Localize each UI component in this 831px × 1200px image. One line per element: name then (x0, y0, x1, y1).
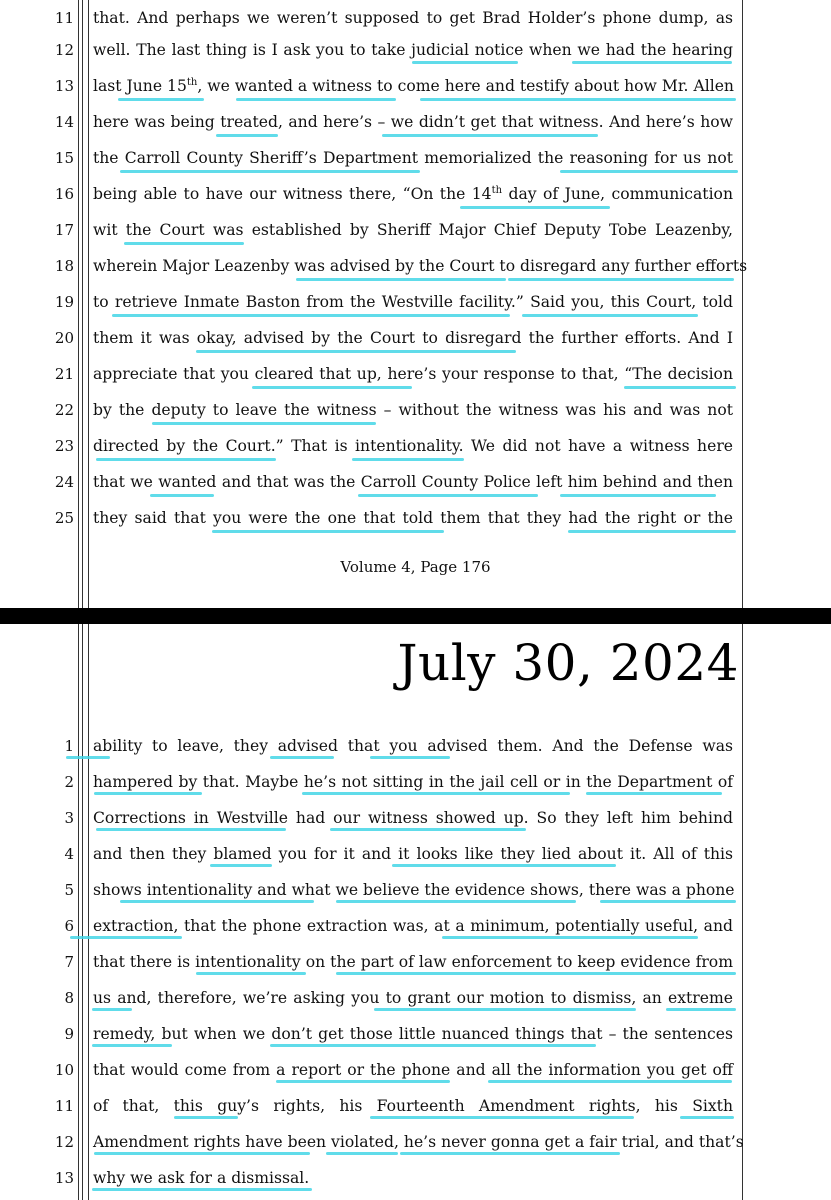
line-text: the Carroll County Sheriff’s Department memorialized the reasoning for us not (93, 149, 733, 167)
highlight-underline (196, 350, 516, 353)
highlight-underline (112, 314, 510, 317)
line-text: ability to leave, they advised that you advised them. And the Defense was (93, 737, 733, 755)
highlight-underline (70, 936, 182, 939)
highlight-underline (96, 828, 286, 831)
highlight-underline (92, 1188, 312, 1191)
highlight-underline (358, 494, 538, 497)
highlight-underline (336, 900, 576, 903)
highlight-underline (94, 1152, 310, 1155)
highlight-underline (270, 756, 334, 759)
line-text: remedy, but when we don’t get those little nuanced things that – the sentences (93, 1025, 733, 1043)
line-number: 15 (54, 149, 74, 167)
highlight-underline (302, 792, 570, 795)
highlight-underline (442, 936, 698, 939)
highlight-underline (572, 61, 732, 64)
line-text: that there is intentionality on the part of law enforcement to keep evidence from (93, 953, 733, 971)
line-text: Amendment rights have been violated, he’s never gonna get a fair trial, and that’s (93, 1133, 744, 1151)
line-number: 20 (54, 329, 74, 347)
highlight-underline (370, 1116, 634, 1119)
highlight-underline (276, 1080, 450, 1083)
highlight-underline (568, 530, 736, 533)
highlight-underline (412, 61, 518, 64)
line-number: 12 (54, 41, 74, 59)
highlight-underline (600, 900, 736, 903)
line-text: why we ask for a dismissal. (93, 1169, 310, 1187)
line-number: 24 (54, 473, 74, 491)
highlight-underline (382, 134, 598, 137)
highlight-underline (174, 1116, 238, 1119)
line-text: directed by the Court.” That is intentionality. We did not have a witness here (93, 437, 733, 455)
line-number: 14 (54, 113, 74, 131)
highlight-underline (488, 1080, 732, 1083)
highlight-underline (216, 134, 278, 137)
line-text: by the deputy to leave the witness – without the witness was his and was not (93, 401, 733, 419)
line-text: and then they blamed you for it and it looks like they lied about it. All of this (93, 845, 733, 863)
line-number: 13 (54, 77, 74, 95)
highlight-underline (370, 756, 450, 759)
highlight-underline (210, 864, 272, 867)
highlight-underline (120, 900, 314, 903)
line-number: 17 (54, 221, 74, 239)
highlight-underline (400, 1152, 620, 1155)
line-number: 10 (54, 1061, 74, 1079)
line-text: they said that you were the one that told them that they had the right or the (93, 509, 733, 527)
transcript-line (0, 392, 831, 428)
page-footer: Volume 4, Page 176 (340, 558, 491, 576)
line-text: Corrections in Westville had our witness showed up. So they left him behind (93, 809, 733, 827)
line-number: 7 (64, 953, 74, 971)
line-number: 6 (64, 917, 74, 935)
highlight-underline (666, 1008, 736, 1011)
highlight-underline (330, 828, 526, 831)
date-heading: July 30, 2024 (397, 634, 739, 692)
highlight-underline (252, 386, 412, 389)
highlight-underline (296, 278, 506, 281)
transcript-page-bottom (0, 624, 831, 1200)
highlight-underline (624, 386, 736, 389)
highlight-underline (680, 1116, 734, 1119)
line-number: 5 (64, 881, 74, 899)
highlight-underline (522, 314, 698, 317)
highlight-underline (212, 530, 444, 533)
highlight-underline (392, 864, 616, 867)
line-text: them it was okay, advised by the Court to disregard the further efforts. And I (93, 329, 733, 347)
line-number: 2 (64, 773, 74, 791)
highlight-underline (92, 1044, 172, 1047)
highlight-underline (326, 1152, 398, 1155)
line-text: wherein Major Leazenby was advised by the Court to disregard any further efforts (93, 257, 748, 275)
line-text: us and, therefore, we’re asking you to grant our motion to dismiss, an extreme (93, 989, 733, 1007)
page-separator (0, 608, 831, 624)
highlight-underline (196, 972, 306, 975)
highlight-underline (560, 170, 738, 173)
highlight-underline (124, 242, 244, 245)
highlight-underline (508, 278, 734, 281)
line-number: 21 (54, 365, 74, 383)
line-text: being able to have our witness there, “On the 14th day of June, communication (93, 184, 733, 203)
line-text: that we wanted and that was the Carroll County Police left him behind and then (93, 473, 733, 491)
line-text: appreciate that you cleared that up, here’s your response to that, “The decision (93, 365, 733, 383)
line-number: 23 (54, 437, 74, 455)
line-number: 22 (54, 401, 74, 419)
line-number: 11 (54, 1097, 74, 1115)
line-text: shows intentionality and what we believe the evidence shows, there was a phone (93, 881, 735, 899)
highlight-underline (460, 206, 610, 209)
highlight-underline (352, 458, 464, 461)
highlight-underline (374, 1008, 636, 1011)
highlight-underline (420, 98, 736, 101)
highlight-underline (270, 1044, 596, 1047)
line-number: 9 (64, 1025, 74, 1043)
highlight-underline (66, 756, 110, 759)
highlight-underline (560, 494, 716, 497)
highlight-underline (96, 458, 276, 461)
line-number: 13 (54, 1169, 74, 1187)
highlight-underline (336, 972, 736, 975)
line-text: extraction, that the phone extraction was, at a minimum, potentially useful, and (93, 917, 733, 935)
transcript-line (0, 176, 831, 212)
line-text: of that, this guy’s rights, his Fourteenth Amendment rights, his Sixth (93, 1097, 733, 1115)
line-number: 12 (54, 1133, 74, 1151)
line-number: 25 (54, 509, 74, 527)
highlight-underline (586, 792, 722, 795)
line-text: last June 15th, we wanted a witness to come here and testify about how Mr. Allen (93, 76, 734, 95)
line-text: to retrieve Inmate Baston from the Westville facility.” Said you, this Court, told (93, 293, 733, 311)
line-text: that. And perhaps we weren’t supposed to get Brad Holder’s phone dump, as (93, 9, 733, 27)
line-text: well. The last thing is I ask you to take judicial notice when we had the hearing (93, 41, 733, 59)
line-number: 18 (54, 257, 74, 275)
line-number: 1 (64, 737, 74, 755)
highlight-underline (118, 98, 204, 101)
line-number: 8 (64, 989, 74, 1007)
transcript-line (0, 0, 831, 36)
line-text: hampered by that. Maybe he’s not sitting in the jail cell or in the Department of (93, 773, 733, 791)
line-text: wit the Court was established by Sheriff Major Chief Deputy Tobe Leazenby, (93, 221, 733, 239)
highlight-underline (236, 98, 396, 101)
line-number: 11 (54, 9, 74, 27)
highlight-underline (94, 792, 202, 795)
line-number: 19 (54, 293, 74, 311)
highlight-underline (120, 170, 420, 173)
line-number: 3 (64, 809, 74, 827)
highlight-underline (150, 494, 214, 497)
highlight-underline (92, 1008, 132, 1011)
line-text: here was being treated, and here’s – we didn’t get that witness. And here’s how (93, 113, 733, 131)
line-text: that would come from a report or the phone and all the information you get off (93, 1061, 733, 1079)
highlight-underline (152, 422, 376, 425)
line-number: 4 (64, 845, 74, 863)
line-number: 16 (54, 185, 74, 203)
